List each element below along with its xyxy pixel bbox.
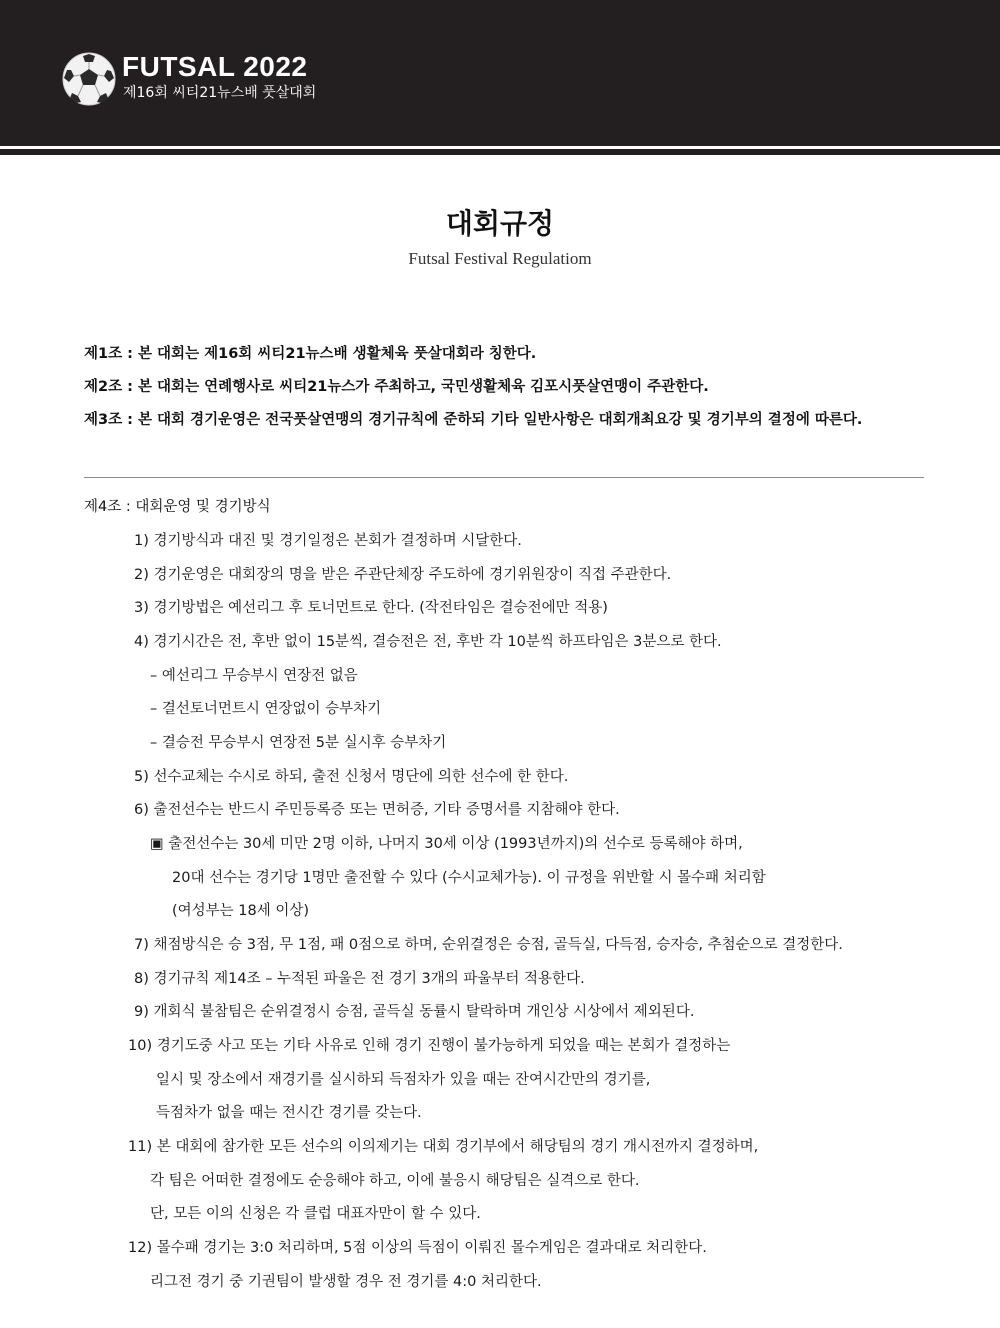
rule-subitem: – 결선토너먼트시 연장없이 승부차기 (150, 701, 382, 717)
rule-item-continued: 일시 및 장소에서 재경기를 실시하되 득점차가 있을 때는 잔여시간만의 경기를, (156, 1072, 651, 1088)
rule-item: 5) 선수교체는 수시로 하되, 출전 신청서 명단에 의한 선수에 한 한다. (134, 769, 569, 785)
header-banner (0, 0, 1000, 146)
rule-item-continued: 득점차가 없을 때는 전시간 경기를 갖는다. (156, 1105, 422, 1121)
page-title: 대회규정 (445, 207, 555, 240)
rule-item-continued: 리그전 경기 중 기권팀이 발생할 경우 전 경기를 4:0 처리한다. (150, 1274, 542, 1290)
logo-title: FUTSAL 2022 (122, 51, 308, 82)
rule-subitem: – 결승전 무승부시 연장전 5분 실시후 승부차기 (150, 735, 447, 751)
rule-item: 4) 경기시간은 전, 후반 없이 15분씩, 결승전은 전, 후반 각 10분씩 하프타임은 3분으로 한다. (134, 634, 722, 650)
rule-item: 8) 경기규칙 제14조 – 누적된 파울은 전 경기 3개의 파울부터 적용한다. (134, 971, 585, 987)
logo-subtitle: 제16회 씨티21뉴스배 풋살대회 (123, 85, 317, 101)
page-subtitle: Futsal Festival Regulatiom (408, 249, 592, 268)
rule-note: ▣ 출전선수는 30세 미만 2명 이하, 나머지 30세 이상 (1993년까지)의 선수로 등록해야 하며, (150, 836, 743, 852)
rule-item: 6) 출전선수는 반드시 주민등록증 또는 면허증, 기타 증명서를 지참해야 한다. (134, 802, 620, 818)
rule-note: (여성부는 18세 이상) (172, 903, 310, 919)
rule-item: 3) 경기방법은 예선리그 후 토너먼트로 한다. (작전타임은 결승전에만 적용) (134, 600, 608, 616)
header-divider (0, 149, 1000, 155)
rule-item: 7) 채점방식은 승 3점, 무 1점, 패 0점으로 하며, 순위결정은 승점, 골득실, 다득점, 승자승, 추첨순으로 결정한다. (134, 937, 843, 953)
section-divider (84, 477, 924, 478)
rule-note: 20대 선수는 경기당 1명만 출전할 수 있다 (수시교체가능). 이 규정을 위반할 시 몰수패 처리함 (172, 870, 766, 886)
rule-item: 12) 몰수패 경기는 3:0 처리하며, 5점 이상의 득점이 이뤄진 몰수게임은 결과대로 처리한다. (128, 1240, 707, 1256)
rule-item: 10) 경기도중 사고 또는 기타 사유로 인해 경기 진행이 불가능하게 되었을 때는 본회가 결정하는 (128, 1038, 731, 1054)
rule-item: 9) 개회식 불참팀은 순위결정시 승점, 골득실 동률시 탈락하며 개인상 시상에서 제외된다. (134, 1004, 695, 1020)
rule-item: 2) 경기운영은 대회장의 명을 받은 주관단체장 주도하에 경기위원장이 직접 주관한다. (134, 567, 672, 583)
rule-item-continued: 각 팀은 어떠한 결정에도 순응해야 하고, 이에 불응시 해당팀은 실격으로 한다. (150, 1173, 640, 1189)
article-2: 제2조 : 본 대회는 연례행사로 씨티21뉴스가 주최하고, 국민생활체육 김포시풋살연맹이 주관한다. (84, 379, 709, 395)
article-3: 제3조 : 본 대회 경기운영은 전국풋살연맹의 경기규칙에 준하되 기타 일반사항은 대회개최요강 및 경기부의 결정에 따른다. (84, 412, 863, 428)
rule-item: 11) 본 대회에 참가한 모든 선수의 이의제기는 대회 경기부에서 해당팀의 경기 개시전까지 결정하며, (128, 1139, 759, 1155)
rule-subitem: – 예선리그 무승부시 연장전 없음 (150, 668, 358, 684)
rule-item-continued: 단, 모든 이의 신청은 각 클럽 대표자만이 할 수 있다. (150, 1206, 481, 1222)
article-4-heading: 제4조 : 대회운영 및 경기방식 (84, 499, 271, 515)
soccer-ball-icon (62, 52, 116, 106)
article-1: 제1조 : 본 대회는 제16회 씨티21뉴스배 생활체육 풋살대회라 칭한다. (84, 346, 537, 362)
rule-item: 1) 경기방식과 대진 및 경기일정은 본회가 결정하며 시달한다. (134, 533, 522, 549)
